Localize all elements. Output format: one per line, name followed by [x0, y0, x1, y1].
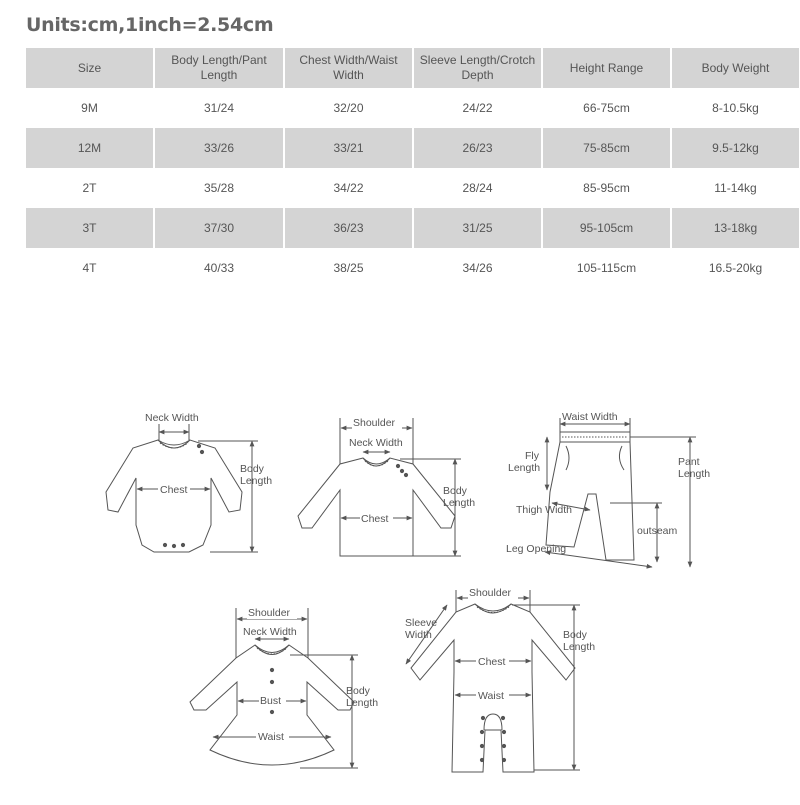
- tshirt-neck-label: Neck Width: [349, 437, 403, 449]
- cell-height-range: 66-75cm: [542, 88, 671, 128]
- bodysuit-collar: [158, 440, 190, 448]
- romper-waist-label: Waist: [478, 690, 504, 702]
- romper-labels: [405, 586, 595, 702]
- cell-sleeve-length: 26/23: [413, 128, 542, 168]
- pants-labels: [506, 411, 710, 555]
- cell-height-range: 95-105cm: [542, 208, 671, 248]
- cell-sleeve-length: 34/26: [413, 248, 542, 288]
- pants-fly-label-2: Length: [508, 462, 541, 474]
- cell-body-weight: 8-10.5kg: [671, 88, 800, 128]
- bodysuit-outline: [106, 440, 242, 552]
- cell-chest-width: 34/22: [284, 168, 413, 208]
- cell-chest-width: 36/23: [284, 208, 413, 248]
- dress-waist-label: Waist: [258, 731, 284, 743]
- header-size: Size: [26, 48, 154, 88]
- bodysuit-chest-label: Chest: [160, 484, 188, 496]
- header-sleeve-length: Sleeve Length/Crotch Depth: [413, 48, 542, 88]
- tshirt-shoulder-label: Shoulder: [353, 417, 396, 429]
- pants-thigh-label: Thigh Width: [516, 504, 573, 516]
- tshirt-length-label-2: Length: [443, 497, 476, 509]
- units-title: Units:cm,1inch=2.54cm: [26, 14, 274, 36]
- tshirt-length-label-1: Body: [443, 485, 467, 497]
- header-height-range: Height Range: [542, 48, 671, 88]
- romper-length-label-2: Length: [563, 641, 596, 653]
- cell-body-weight: 11-14kg: [671, 168, 800, 208]
- cell-size: 9M: [26, 88, 154, 128]
- cell-size: 12M: [26, 128, 154, 168]
- cell-body-weight: 16.5-20kg: [671, 248, 800, 288]
- cell-body-length: 31/24: [154, 88, 284, 128]
- pants-diagram: [545, 418, 696, 567]
- cell-chest-width: 38/25: [284, 248, 413, 288]
- bodysuit-labels: [145, 412, 272, 496]
- tshirt-labels: [349, 416, 475, 525]
- tshirt-outline: [298, 458, 455, 556]
- pants-leg-opening-label: Leg Opening: [506, 543, 567, 555]
- romper-outline: [411, 604, 575, 772]
- pants-length-label-2: Length: [678, 468, 711, 480]
- cell-size: 2T: [26, 168, 154, 208]
- dress-shoulder-label: Shoulder: [248, 607, 291, 619]
- cell-body-length: 37/30: [154, 208, 284, 248]
- cell-chest-width: 33/21: [284, 128, 413, 168]
- header-chest-width: Chest Width/Waist Width: [284, 48, 413, 88]
- cell-sleeve-length: 24/22: [413, 88, 542, 128]
- dress-neck-label: Neck Width: [243, 626, 297, 638]
- cell-size: 3T: [26, 208, 154, 248]
- tshirt-chest-label: Chest: [361, 513, 389, 525]
- romper-sleeve-label-2: Width: [405, 629, 432, 641]
- cell-body-weight: 9.5-12kg: [671, 128, 800, 168]
- bodysuit-length-label-1: Body: [240, 463, 264, 475]
- romper-length-label-1: Body: [563, 629, 587, 641]
- cell-height-range: 75-85cm: [542, 128, 671, 168]
- cell-body-weight: 13-18kg: [671, 208, 800, 248]
- romper-sleeve-label-1: Sleeve: [405, 617, 438, 629]
- header-body-weight: Body Weight: [671, 48, 800, 88]
- bodysuit-neck-label: Neck Width: [145, 412, 199, 424]
- bodysuit-length-label-2: Length: [240, 475, 273, 487]
- pants-fly-label-1: Fly: [525, 450, 539, 462]
- cell-sleeve-length: 31/25: [413, 208, 542, 248]
- dress-labels: [243, 606, 378, 743]
- dress-length-label-1: Body: [346, 685, 370, 697]
- dress-bust-label: Bust: [260, 695, 282, 707]
- dress-length-label-2: Length: [346, 697, 379, 709]
- pants-waist-label: Waist Width: [562, 411, 618, 423]
- cell-body-length: 40/33: [154, 248, 284, 288]
- cell-height-range: 85-95cm: [542, 168, 671, 208]
- romper-shoulder-label: Shoulder: [469, 587, 512, 599]
- cell-sleeve-length: 28/24: [413, 168, 542, 208]
- cell-chest-width: 32/20: [284, 88, 413, 128]
- header-body-length: Body Length/Pant Length: [154, 48, 284, 88]
- cell-body-length: 33/26: [154, 128, 284, 168]
- pants-length-label-1: Pant: [678, 456, 700, 468]
- cell-height-range: 105-115cm: [542, 248, 671, 288]
- romper-chest-label: Chest: [478, 656, 506, 668]
- pants-outseam-label: outseam: [637, 525, 678, 537]
- cell-size: 4T: [26, 248, 154, 288]
- cell-body-length: 35/28: [154, 168, 284, 208]
